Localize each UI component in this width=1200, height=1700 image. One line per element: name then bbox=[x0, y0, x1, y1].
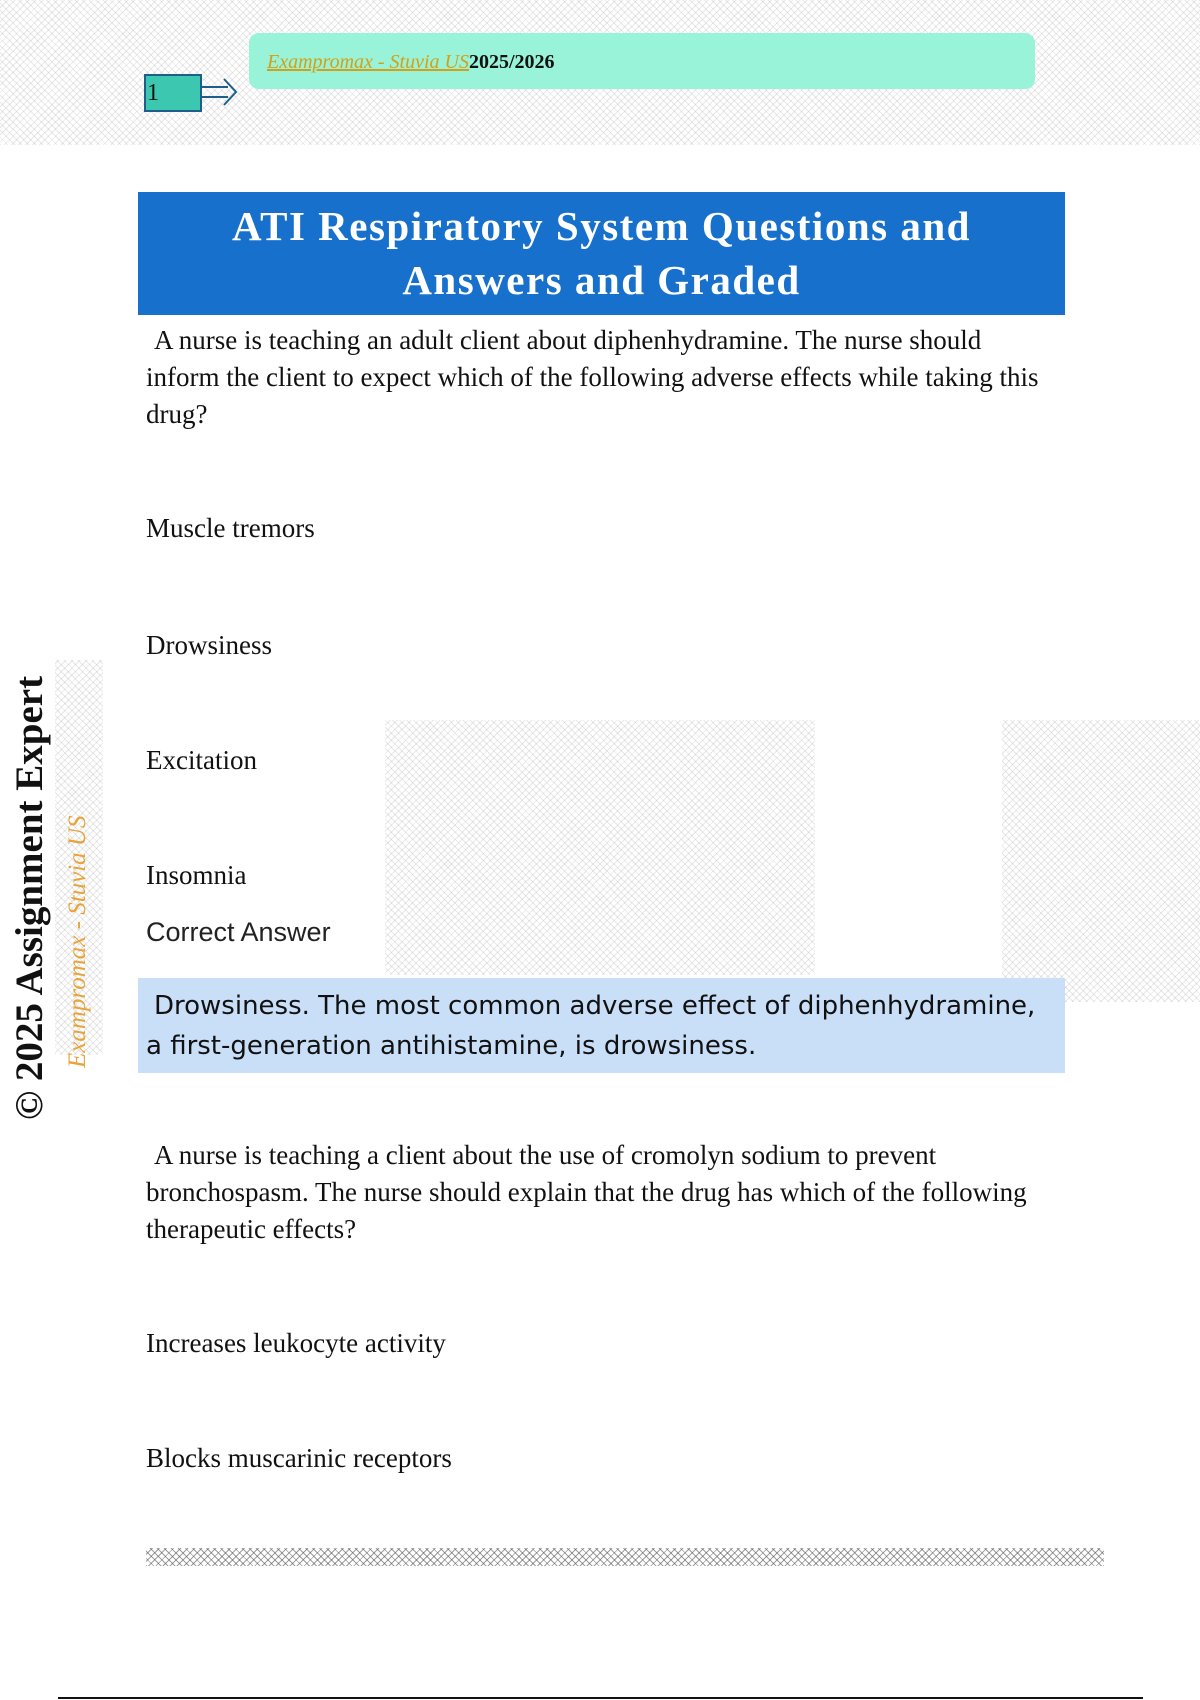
document-title bbox=[138, 192, 1065, 315]
answer-option: Blocks muscarinic receptors bbox=[146, 1443, 452, 1473]
question-text: A nurse is teaching a client about the use of cromolyn sodium to prevent bronchospasm. The nurse should explain that the drug has which of the following therapeutic effects? bbox=[146, 1140, 1027, 1244]
side-watermark-brand: Exampromax - Stuvia US bbox=[64, 815, 91, 1068]
correct-answer-label: Correct Answer bbox=[146, 917, 331, 947]
answer-option: Muscle tremors bbox=[146, 513, 315, 543]
answer-option: Insomnia bbox=[146, 860, 247, 890]
title-line-1: ATI Respiratory System Questions and bbox=[232, 203, 971, 249]
header-text bbox=[267, 51, 555, 74]
answer-option: Increases leukocyte activity bbox=[146, 1328, 446, 1358]
page-number-badge bbox=[144, 73, 238, 115]
question-text: A nurse is teaching an adult client about diphenhydramine. The nurse should inform the client to expect which of the following adverse effects while taking this drug? bbox=[146, 325, 1039, 429]
footer-rule bbox=[58, 1697, 1143, 1699]
answer-option: Excitation bbox=[146, 745, 257, 775]
answer-option: Drowsiness bbox=[146, 630, 272, 660]
watermark-pattern bbox=[385, 720, 815, 975]
source-link[interactable]: Exampromax - Stuvia US bbox=[267, 51, 469, 73]
section-divider bbox=[146, 1548, 1104, 1566]
header-year: 2025/2026 bbox=[469, 51, 555, 73]
header-banner bbox=[249, 33, 1035, 89]
answer-explanation: Drowsiness. The most common adverse effect of diphenhydramine, a first-generation antihistamine, is drowsiness. bbox=[138, 978, 1065, 1073]
copyright-notice: © 2025 Assignment Expert bbox=[8, 675, 51, 1120]
watermark-pattern bbox=[1002, 720, 1200, 1002]
page-number: 1 bbox=[147, 80, 159, 106]
title-line-2: Answers and Graded bbox=[402, 257, 801, 303]
